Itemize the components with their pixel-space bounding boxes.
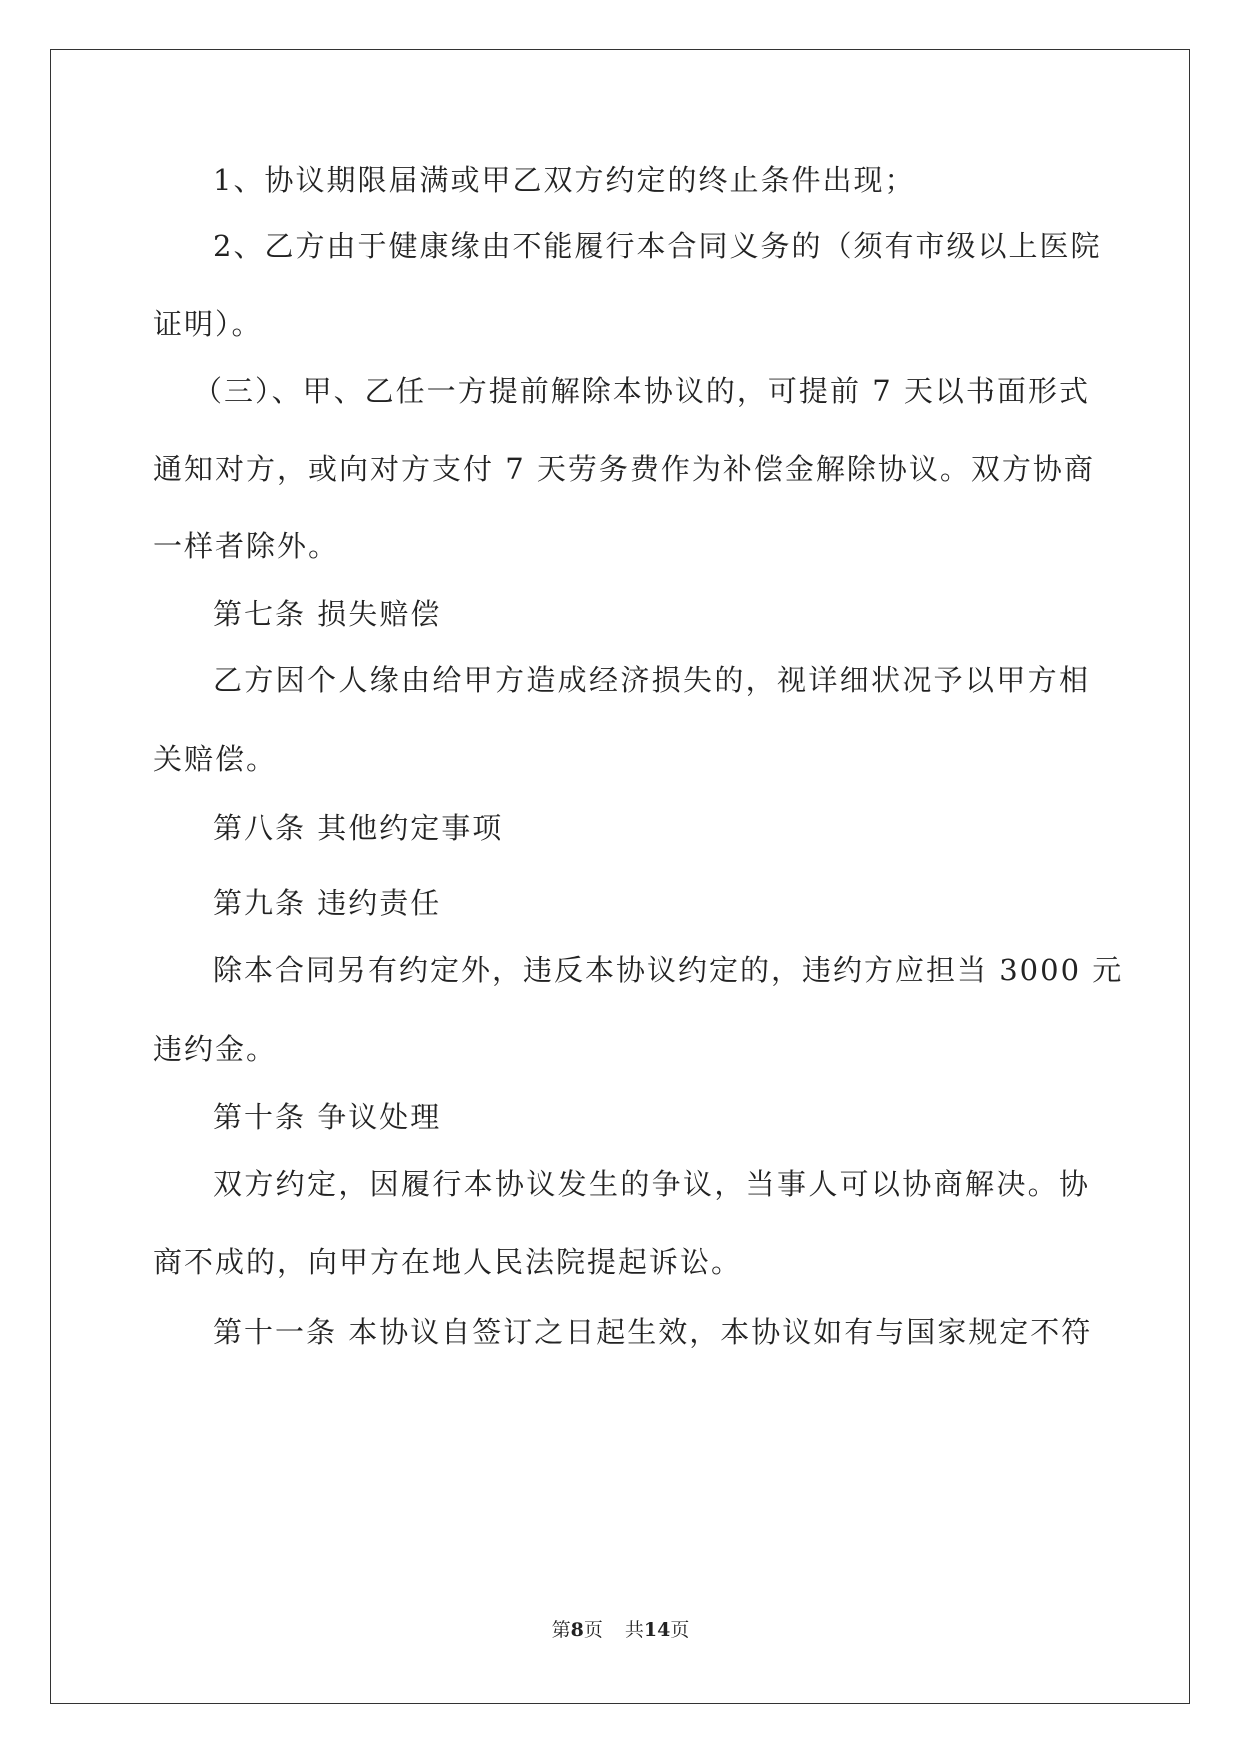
current-page-number: 8 [570, 1619, 584, 1641]
section-heading: 第九条 违约责任 [213, 886, 442, 920]
text-line: 乙方因个人缘由给甲方造成经济损失的，视详细状况予以甲方相 [213, 663, 1090, 697]
text-line: 一样者除外。 [153, 529, 340, 563]
text-line: 1、协议期限届满或甲乙双方约定的终止条件出现； [213, 163, 916, 197]
section-heading: 第八条 其他约定事项 [213, 811, 504, 845]
total-page-number: 14 [643, 1619, 671, 1641]
text-line: 商不成的，向甲方在地人民法院提起诉讼。 [153, 1245, 743, 1279]
text-line: 第十一条 本协议自签订之日起生效，本协议如有与国家规定不符 [213, 1315, 1093, 1349]
page-footer [0, 1618, 1241, 1642]
text-line: 关赔偿。 [153, 742, 278, 776]
section-heading: 第十条 争议处理 [213, 1100, 442, 1134]
footer-prefix: 第 [551, 1619, 571, 1641]
footer-total-prefix: 共 [624, 1619, 644, 1641]
text-line: 违约金。 [153, 1032, 278, 1066]
footer-total-suffix: 页 [670, 1619, 690, 1641]
section-heading: 第七条 损失赔偿 [213, 597, 442, 631]
text-line: （三）、甲、乙任一方提前解除本协议的，可提前 7 天以书面形式 [193, 374, 1090, 408]
text-line: 通知对方，或向对方支付 7 天劳务费作为补偿金解除协议。双方协商 [153, 452, 1095, 486]
text-line: 2、乙方由于健康缘由不能履行本合同义务的（须有市级以上医院 [213, 229, 1102, 263]
text-line: 双方约定，因履行本协议发生的争议，当事人可以协商解决。协 [213, 1167, 1090, 1201]
text-line: 证明）。 [153, 307, 263, 341]
page-border [50, 49, 1190, 1704]
footer-page-word: 页 [583, 1619, 603, 1641]
text-line: 除本合同另有约定外，违反本协议约定的，违约方应担当 3000 元 [213, 953, 1124, 987]
